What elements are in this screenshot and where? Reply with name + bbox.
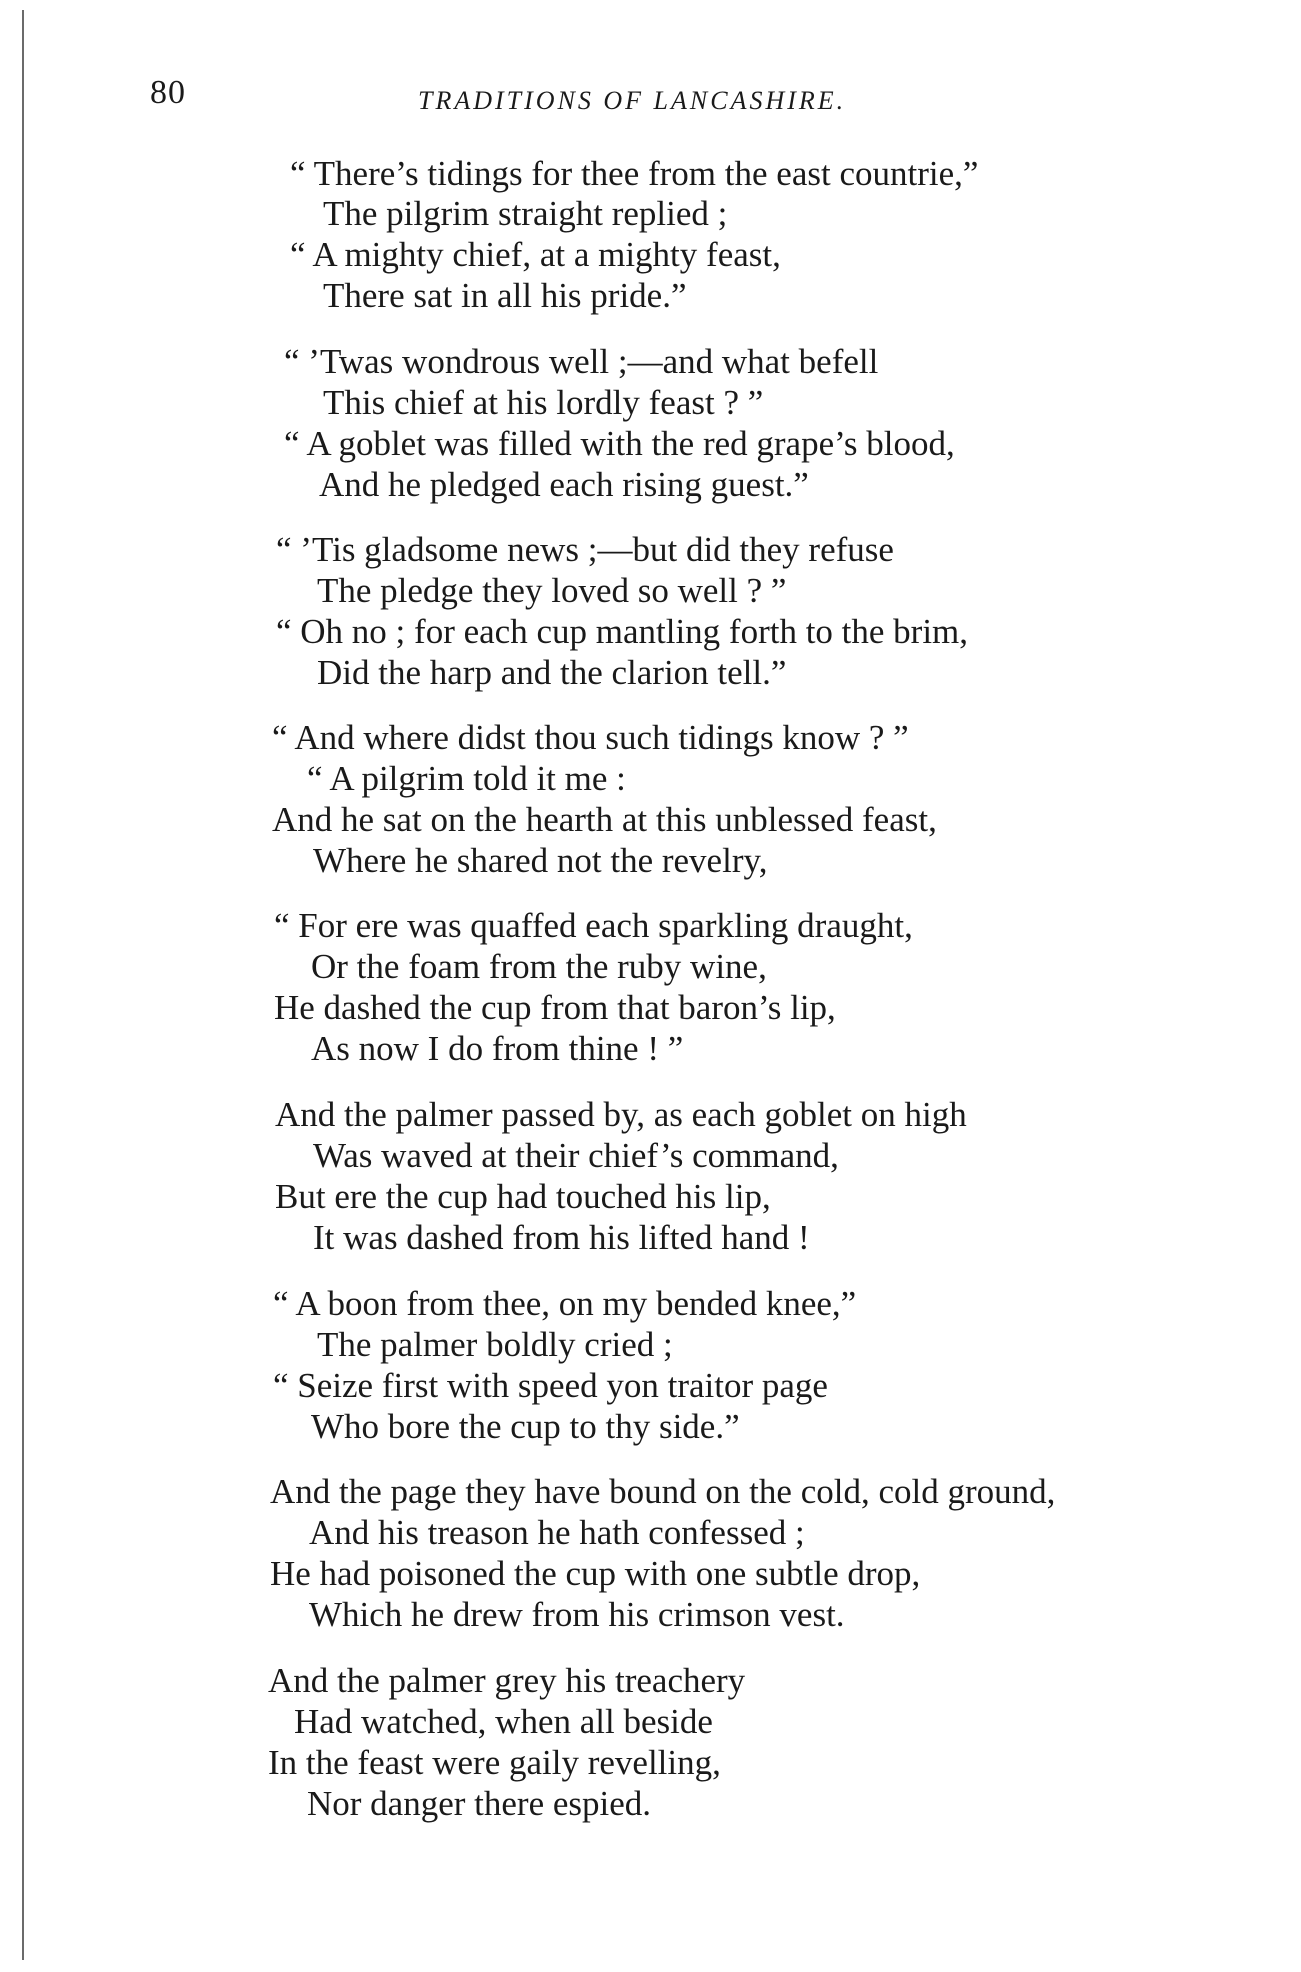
poem-line: Which he drew from his crimson vest. (309, 1595, 845, 1634)
poem-line: Who bore the cup to thy side.” (311, 1407, 740, 1446)
poem-line: And the palmer grey his treachery (268, 1661, 746, 1700)
poem-line: As now I do from thine ! ” (311, 1029, 684, 1068)
poem-line: “ A boon from thee, on my bended knee,” (273, 1284, 857, 1323)
poem-line: There sat in all his pride.” (323, 276, 687, 315)
poem-line: And the page they have bound on the cold, cold ground, (270, 1472, 1056, 1511)
poem-line: In the feast were gaily revelling, (268, 1743, 721, 1782)
poem-line: “ And where didst thou such tidings know ? ” (272, 718, 909, 757)
poem-line: The palmer boldly cried ; (317, 1325, 673, 1364)
poem-line: “ Oh no ; for each cup mantling forth to the brim, (276, 612, 969, 651)
running-head: TRADITIONS OF LANCASHIRE. (418, 86, 847, 115)
poem-line: Where he shared not the revelry, (313, 841, 768, 880)
poem-line: “ Seize first with speed yon traitor page (273, 1366, 828, 1405)
page-binding-edge (22, 10, 24, 1960)
poem-line: It was dashed from his lifted hand ! (313, 1218, 810, 1257)
poem-line: Or the foam from the ruby wine, (311, 947, 767, 986)
poem-line: “ ’Tis gladsome news ;—but did they refuse (276, 530, 894, 569)
poem-line: Did the harp and the clarion tell.” (317, 653, 787, 692)
poem-line: And he sat on the hearth at this unblessed feast, (272, 800, 937, 839)
poem-line: “ ’Twas wondrous well ;—and what befell (284, 342, 879, 381)
poem-line: Had watched, when all beside (294, 1702, 713, 1741)
poem-line: And the palmer passed by, as each goblet on high (275, 1095, 967, 1134)
poem-line: “ For ere was quaffed each sparkling draught, (274, 906, 913, 945)
poem-line: He dashed the cup from that baron’s lip, (274, 988, 836, 1027)
page-number: 80 (150, 74, 186, 111)
poem-line: “ A goblet was filled with the red grape’s blood, (284, 424, 955, 463)
poem-line: This chief at his lordly feast ? ” (323, 383, 764, 422)
poem-line: The pilgrim straight replied ; (323, 194, 728, 233)
poem-line: He had poisoned the cup with one subtle drop, (270, 1554, 921, 1593)
poem-line: “ There’s tidings for thee from the east countrie,” (290, 154, 979, 193)
poem-line: “ A mighty chief, at a mighty feast, (290, 235, 781, 274)
poem-line: Was waved at their chief’s command, (313, 1136, 839, 1175)
poem-line: Nor danger there espied. (307, 1784, 652, 1823)
poem-line: “ A pilgrim told it me : (307, 759, 626, 798)
poem-line: And he pledged each rising guest.” (319, 465, 809, 504)
poem-line: And his treason he hath confessed ; (309, 1513, 805, 1552)
poem-line: The pledge they loved so well ? ” (317, 571, 787, 610)
poem-line: But ere the cup had touched his lip, (275, 1177, 771, 1216)
